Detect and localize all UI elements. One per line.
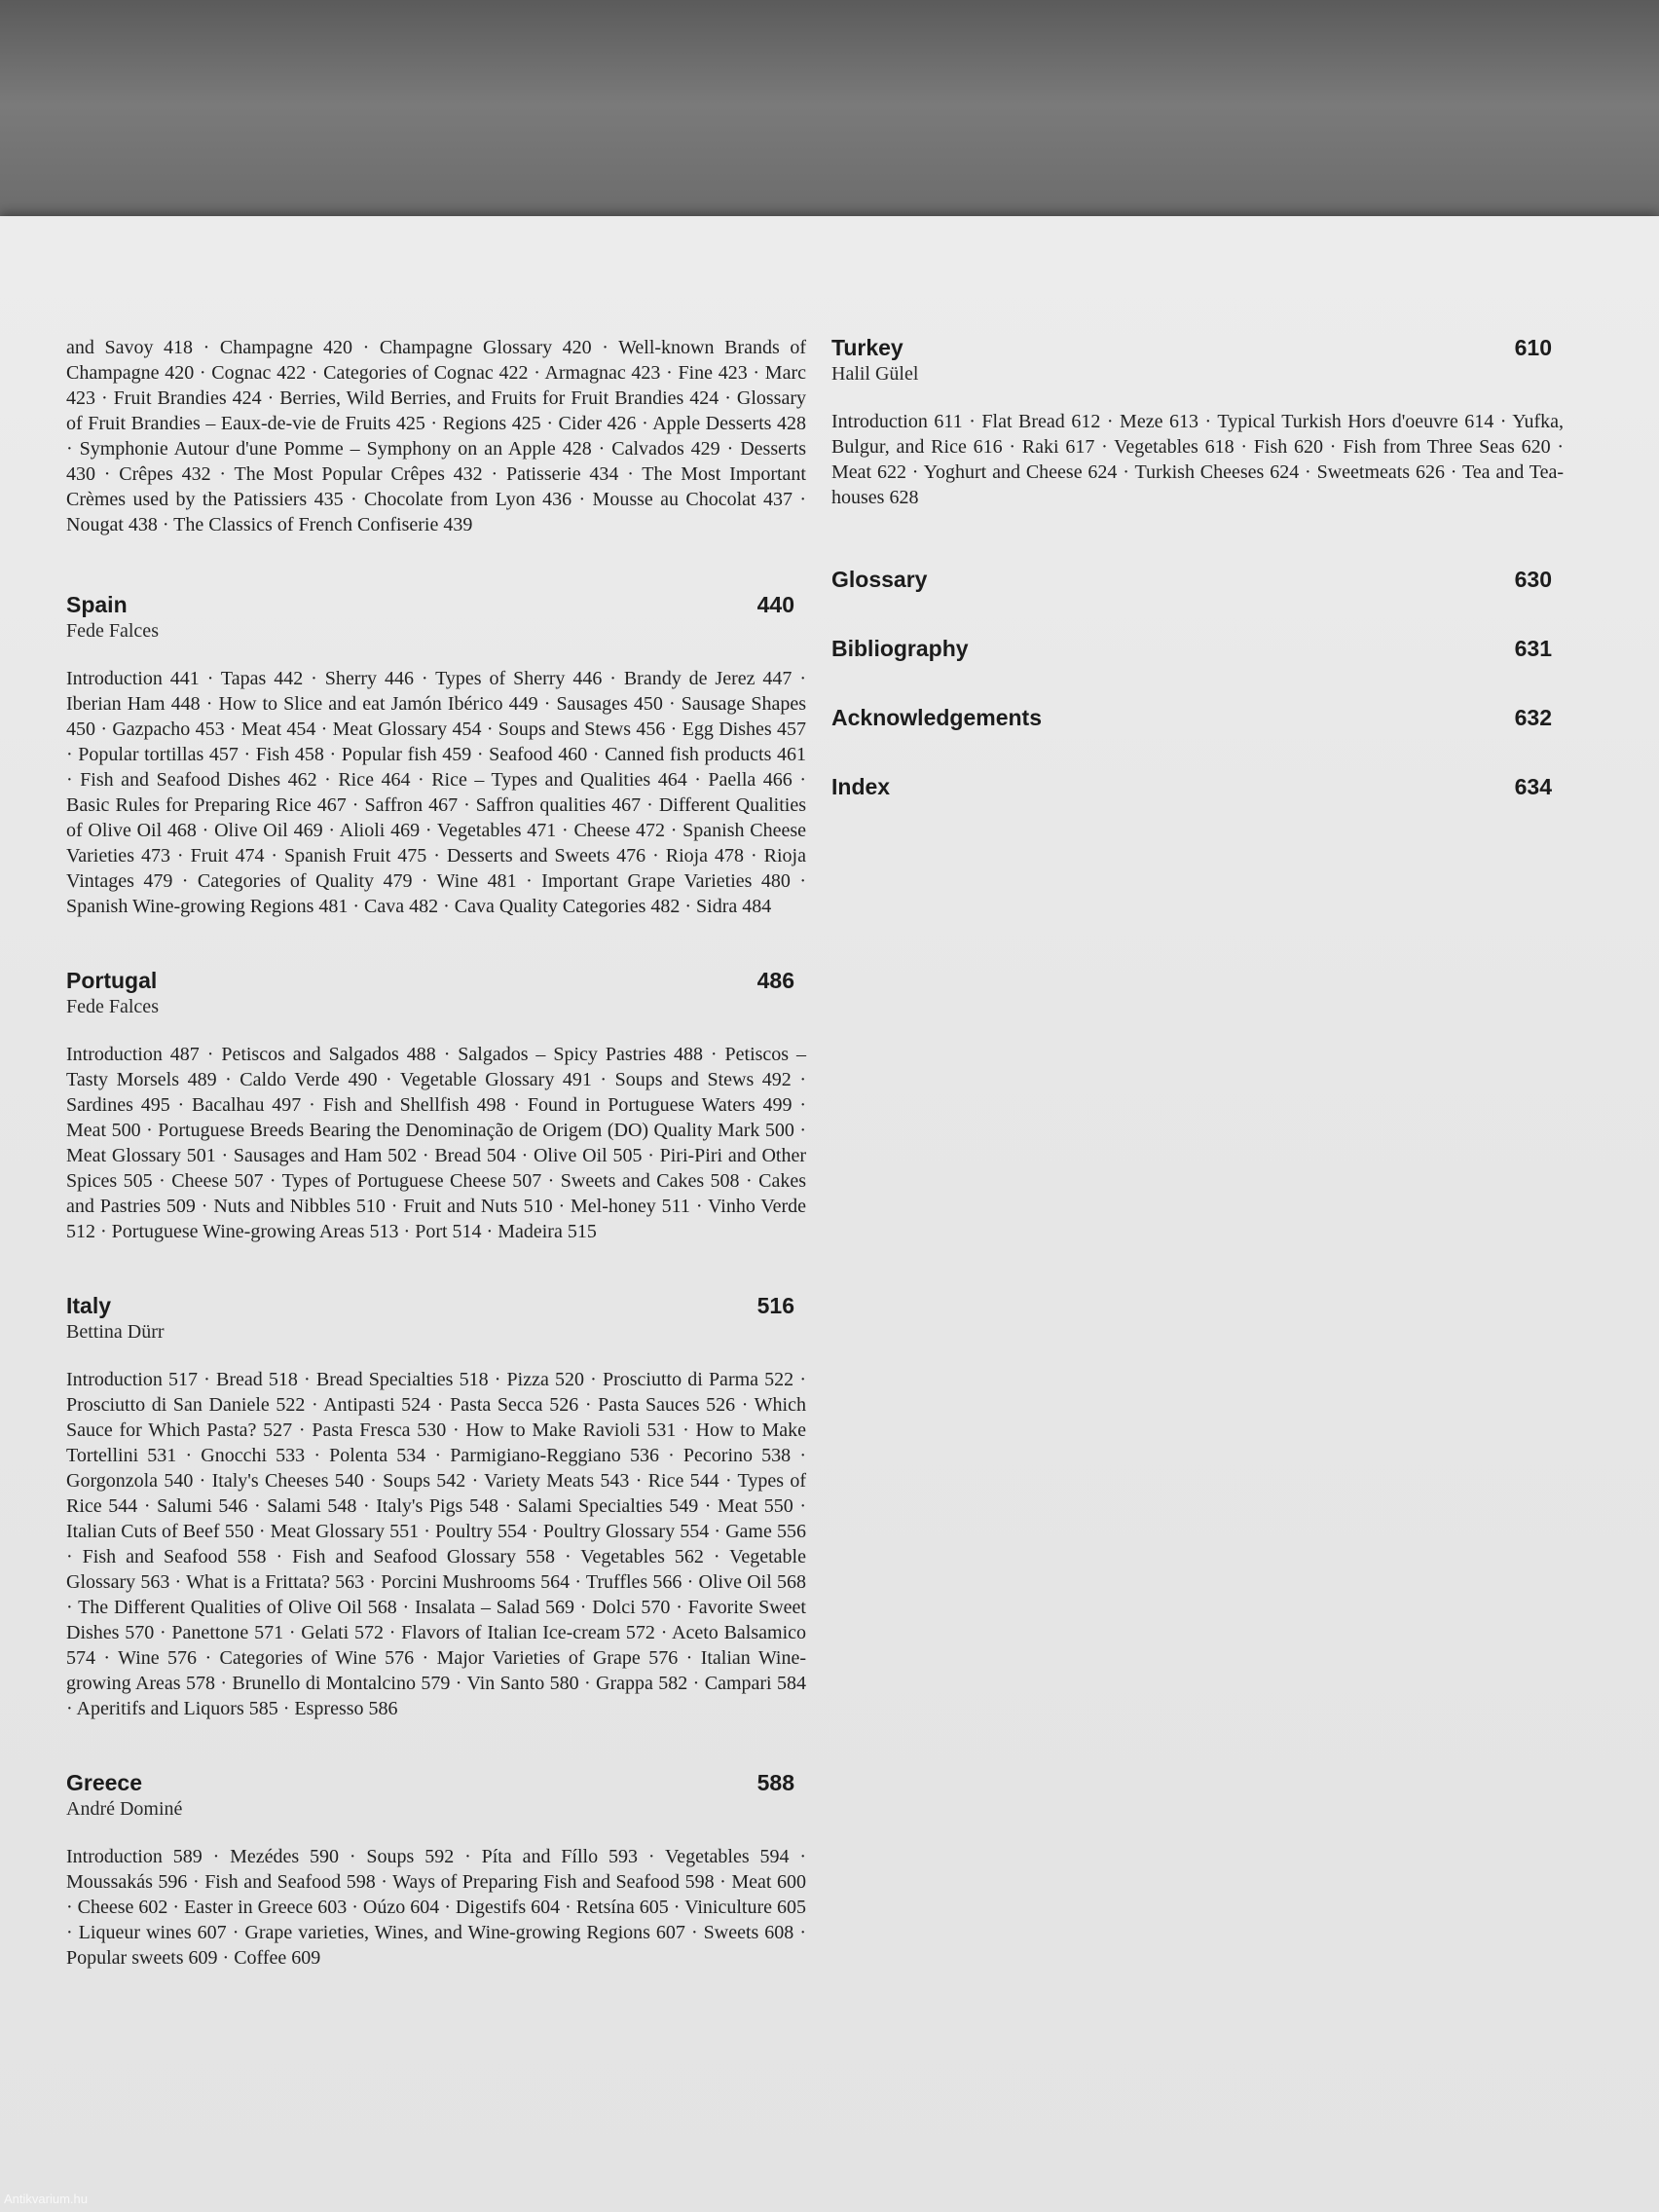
section-author: André Dominé <box>66 1798 183 1820</box>
section-entries: Introduction 611 · Flat Bread 612 · Meze 613 · Typical Turkish Hors d'oeuvre 614 · Yufka, Bulgur, and Rice 616 · Raki 617 · Vegetables 618 · Fish 620 · Fish from Three Seas 620 · Meat 622 · Yoghurt and Cheese 624 · Turkish Cheeses 624 · Sweetmeats 626 · Tea and Tea-houses 628 <box>831 411 1564 508</box>
section-entries: and Savoy 418 · Champagne 420 · Champagne Glossary 420 · Well-known Brands of Champagne 420 · Cognac 422 · Categories of Cognac 422 · Armagnac 423 · Fine 423 · Marc 423 · Fruit Brandies 424 · Berries, Wild Berries, and Fruits for Fruit Brandies 424 · Glossary of Fruit Brandies – Eaux-de-vie de Fruits 425 · Regions 425 · Cider 426 · Apple Desserts 428 · Symphonie Autour d'une Pomme – Symphony on an Apple 428 · Calvados 429 · Desserts 430 · Crêpes 432 · The Most Popular Crêpes 432 · Patisserie 434 · The Most Important Crèmes used by the Patissiers 435 · Chocolate from Lyon 436 · Mousse au Chocolat 437 · Nougat 438 · The Classics of French Confiserie 439 <box>66 337 806 535</box>
section-page-number: 440 <box>756 592 794 617</box>
watermark: Antikvarium.hu <box>4 2192 88 2206</box>
section-title: Bibliography <box>831 636 969 661</box>
section-header <box>66 592 806 618</box>
section-page-number: 631 <box>1514 636 1552 661</box>
background-surface <box>0 0 1659 234</box>
section-portugal <box>66 968 806 1244</box>
section-header <box>831 335 1564 361</box>
section-title: Glossary <box>831 567 928 592</box>
section-page-number: 588 <box>756 1770 794 1795</box>
section-entries: Introduction 487 · Petiscos and Salgados 488 · Salgados – Spicy Pastries 488 · Petiscos – Tasty Morsels 489 · Caldo Verde 490 · Vegetable Glossary 491 · Soups and Stews 492 · Sardines 495 · Bacalhau 497 · Fish and Shellfish 498 · Found in Portuguese Waters 499 · Meat 500 · Portuguese Breeds Bearing the Denominação de Origem (DO) Quality Mark 500 · Meat Glossary 501 · Sausages and Ham 502 · Bread 504 · Olive Oil 505 · Piri-Piri and Other Spices 505 · Cheese 507 · Types of Portuguese Cheese 507 · Sweets and Cakes 508 · Cakes and Pastries 509 · Nuts and Nibbles 510 · Fruit and Nuts 510 · Mel-honey 511 · Vinho Verde 512 · Portuguese Wine-growing Areas 513 · Port 514 · Madeira 515 <box>66 1044 806 1242</box>
section-acknowledgements <box>831 705 1564 731</box>
section-glossary <box>831 567 1564 593</box>
section-title: Spain <box>66 592 128 617</box>
section-header <box>66 968 806 994</box>
right-column <box>831 335 1564 843</box>
section-entries: Introduction 441 · Tapas 442 · Sherry 446 · Types of Sherry 446 · Brandy de Jerez 447 · Iberian Ham 448 · How to Slice and eat Jamón Ibérico 449 · Sausages 450 · Sausage Shapes 450 · Gazpacho 453 · Meat 454 · Meat Glossary 454 · Soups and Stews 456 · Egg Dishes 457 · Popular tortillas 457 · Fish 458 · Popular fish 459 · Seafood 460 · Canned fish products 461 · Fish and Seafood Dishes 462 · Rice 464 · Rice – Types and Qualities 464 · Paella 466 · Basic Rules for Preparing Rice 467 · Saffron 467 · Saffron qualities 467 · Different Qualities of Olive Oil 468 · Olive Oil 469 · Alioli 469 · Vegetables 471 · Cheese 472 · Spanish Cheese Varieties 473 · Fruit 474 · Spanish Fruit 475 · Desserts and Sweets 476 · Rioja 478 · Rioja Vintages 479 · Categories of Quality 479 · Wine 481 · Important Grape Varieties 480 · Spanish Wine-growing Regions 481 · Cava 482 · Cava Quality Categories 482 · Sidra 484 <box>66 668 806 917</box>
book-page <box>0 216 1659 2212</box>
section-title: Acknowledgements <box>831 705 1042 730</box>
section-page-number: 486 <box>756 968 794 993</box>
section-turkey <box>831 335 1564 510</box>
section-author: Fede Falces <box>66 620 159 642</box>
section-title: Italy <box>66 1293 112 1318</box>
section-header <box>66 1770 806 1796</box>
section-entries: Introduction 517 · Bread 518 · Bread Specialties 518 · Pizza 520 · Prosciutto di Parma 522 · Prosciutto di San Daniele 522 · Antipasti 524 · Pasta Secca 526 · Pasta Sauces 526 · Which Sauce for Which Pasta? 527 · Pasta Fresca 530 · How to Make Ravioli 531 · How to Make Tortellini 531 · Gnocchi 533 · Polenta 534 · Parmigiano-Reggiano 536 · Pecorino 538 · Gorgonzola 540 · Italy's Cheeses 540 · Soups 542 · Variety Meats 543 · Rice 544 · Types of Rice 544 · Salumi 546 · Salami 548 · Italy's Pigs 548 · Salami Specialties 549 · Meat 550 · Italian Cuts of Beef 550 · Meat Glossary 551 · Poultry 554 · Poultry Glossary 554 · Game 556 · Fish and Seafood 558 · Fish and Seafood Glossary 558 · Vegetables 562 · Vegetable Glossary 563 · What is a Frittata? 563 · Porcini Mushrooms 564 · Truffles 566 · Olive Oil 568 · The Different Qualities of Olive Oil 568 · Insalata – Salad 569 · Dolci 570 · Favorite Sweet Dishes 570 · Panettone 571 · Gelati 572 · Flavors of Italian Ice-cream 572 · Aceto Balsamico 574 · Wine 576 · Categories of Wine 576 · Major Varieties of Grape 576 · Italian Wine-growing Areas 578 · Brunello di Montalcino 579 · Vin Santo 580 · Grappa 582 · Campari 584 · Aperitifs and Liquors 585 · Espresso 586 <box>66 1369 806 1719</box>
section-entries: Introduction 589 · Mezédes 590 · Soups 592 · Píta and Fíllo 593 · Vegetables 594 · Moussakás 596 · Fish and Seafood 598 · Ways of Preparing Fish and Seafood 598 · Meat 600 · Cheese 602 · Easter in Greece 603 · Oúzo 604 · Digestifs 604 · Retsína 605 · Viniculture 605 · Liqueur wines 607 · Grape varieties, Wines, and Wine-growing Regions 607 · Sweets 608 · Popular sweets 609 · Coffee 609 <box>66 1846 806 1969</box>
section-author: Halil Gülel <box>831 363 919 385</box>
section-page-number: 516 <box>756 1293 794 1318</box>
section-page-number: 634 <box>1514 774 1552 799</box>
left-column <box>66 335 806 2019</box>
section-title: Index <box>831 774 891 799</box>
section-title: Portugal <box>66 968 158 993</box>
section-continued <box>66 335 806 537</box>
section-index <box>831 774 1564 800</box>
section-author: Bettina Dürr <box>66 1321 165 1343</box>
section-bibliography <box>831 636 1564 662</box>
section-page-number: 610 <box>1514 335 1552 360</box>
section-author: Fede Falces <box>66 996 159 1017</box>
section-greece <box>66 1770 806 1971</box>
section-header <box>66 1293 806 1319</box>
section-italy <box>66 1293 806 1721</box>
section-title: Greece <box>66 1770 143 1795</box>
section-spain <box>66 592 806 919</box>
section-page-number: 630 <box>1514 567 1552 592</box>
section-title: Turkey <box>831 335 903 360</box>
section-page-number: 632 <box>1514 705 1552 730</box>
